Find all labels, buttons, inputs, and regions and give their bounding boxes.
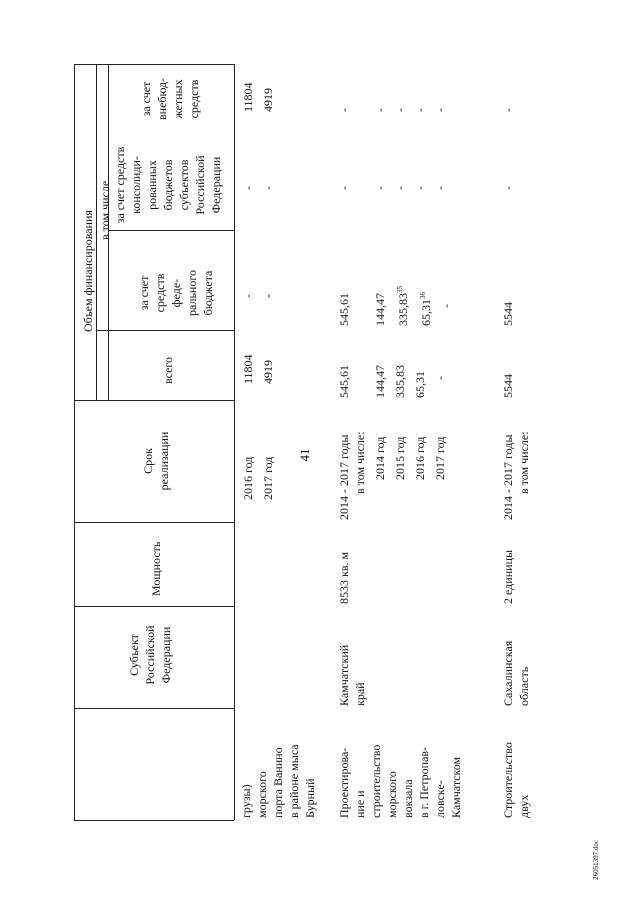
row2-extra: - - - - - (337, 108, 447, 112)
header-financing-text: Объем финансирования (81, 210, 95, 332)
row2-periods: 2014 - 2017 годы в том числе: 2014 год 2015 год 2016 год 2017 год (337, 431, 447, 520)
row3-federal: 5544 (501, 302, 515, 326)
row3-name: Строительство двух (501, 742, 531, 818)
rule-federal (96, 330, 234, 331)
header-subject-text: Субъект Российской Федерации (127, 625, 173, 685)
rule-top (74, 64, 234, 65)
row1-periods: 2016 год 2017 год (241, 456, 275, 500)
footnote-36: 36 (419, 292, 427, 299)
row1-federal: - - (241, 294, 275, 298)
row2-federal: 545,61 144,47 335,83$^{35}$ 65,31$^{36}$ - (337, 286, 453, 326)
row3-subject: Сахалинская область (501, 640, 531, 706)
row2-total: 545,61 144,47 335,83 65,31 - (337, 365, 447, 398)
header-regional-text: за счет средств консолиди- рованных бюджетов субъектов Российской Федерации (113, 146, 223, 224)
row1-regional: - - (241, 186, 275, 190)
row2-regional: - - - - - (337, 186, 447, 190)
header-total-text: всего (161, 356, 175, 384)
rule-header-left (74, 64, 75, 820)
document-label: 26051397.doc (592, 840, 600, 880)
footnote-35: 35 (396, 286, 404, 293)
row3-capacity: 2 единицы (501, 549, 515, 604)
header-period-text: Срок реализации (141, 431, 171, 491)
row3-periods: 2014 - 2017 годы в том числе: (501, 431, 531, 520)
row1-extra: 11804 4919 (241, 82, 275, 112)
page-number: 41 (297, 448, 312, 462)
row3-regional: - (501, 186, 515, 190)
row2-subject: Камчатский край (337, 644, 367, 706)
header-including-text: в том числе (98, 180, 112, 240)
rule-bottom (74, 820, 234, 821)
rule-regional (108, 230, 234, 231)
header-capacity-text: Мощность (149, 541, 163, 596)
row3-total: 5544 (501, 374, 515, 398)
row3-extra: - (501, 108, 515, 112)
row2-name: Проектирова- ние и строительство морского вокзала в г. Петропав- ловске- Камчатском (337, 744, 463, 818)
row1-name: грузы) морского порта Ванино в районе мыса Бурный (239, 744, 317, 818)
rule-header-right (234, 64, 235, 820)
row1-total: 11804 4919 (241, 354, 275, 384)
rule-period (74, 522, 234, 523)
header-federal-text: за счет средств феде- рального бюджета (137, 270, 215, 316)
row2-capacity: 8533 кв. м (337, 551, 351, 604)
header-extrabudget-text: за счет внебюд- жетных средств (139, 78, 201, 120)
rule-total (74, 400, 234, 401)
rule-subject (74, 708, 234, 709)
rule-capacity (74, 606, 234, 607)
